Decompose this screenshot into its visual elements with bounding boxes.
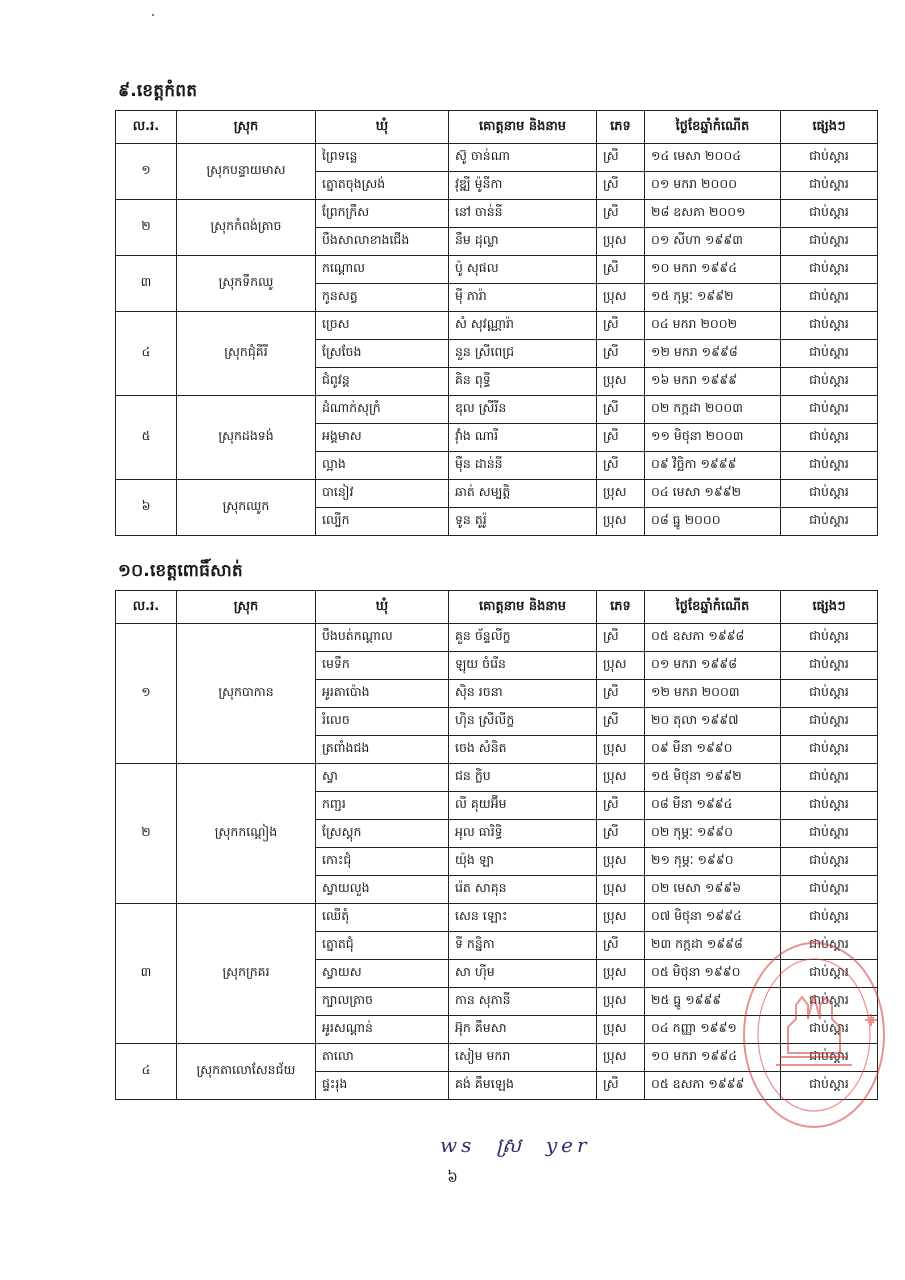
handwritten-initials: ws ស្រ yer [440,1133,591,1157]
name-cell: ទូន តូរ៉ូ [449,508,597,536]
note-cell: ជាប់ស្ដារ [781,256,878,284]
name-cell: នឹម ដុល្លា [449,228,597,256]
sex-cell: ប្រុស [597,736,645,764]
commune-cell: កញ្ជរ [316,792,449,820]
commune-cell: ស្រែស្ដុក [316,820,449,848]
sex-cell: ស្រី [597,452,645,480]
table-row [116,144,878,172]
note-cell: ជាប់ស្ដារ [781,424,878,452]
note-cell: ជាប់ស្ដារ [781,508,878,536]
commune-cell: តាលោ [316,1044,449,1072]
column-header: ភេទ [597,111,645,144]
sex-cell: ស្រី [597,820,645,848]
section-title-pursat: ១០.ខេត្តពោធិ៍សាត់ [118,561,243,581]
sex-cell: ស្រី [597,256,645,284]
dob-cell: ២១ កុម្ភៈ ១៩៩០ [645,848,781,876]
dob-cell: ០៨ មីនា ១៩៩៤ [645,792,781,820]
scan-speck [152,14,154,16]
district-cell: ស្រុកទឹកឈូ [177,256,316,312]
name-cell: គិន ពុទ្ធី [449,368,597,396]
table-row [116,480,878,508]
row-number: ២ [116,200,177,256]
commune-cell: ជំពូវន្ត [316,368,449,396]
note-cell: ជាប់ស្ដារ [781,284,878,312]
commune-cell: ស្វា [316,764,449,792]
sex-cell: ប្រុស [597,508,645,536]
dob-cell: ០៥ ឧសភា ១៩៩៩ [645,1072,781,1100]
dob-cell: ០៧ មិថុនា ១៩៩៤ [645,904,781,932]
note-cell: ជាប់ស្ដារ [781,144,878,172]
note-cell: ជាប់ស្ដារ [781,988,878,1016]
name-cell: កាន សុភានី [449,988,597,1016]
header-row [116,111,878,144]
name-cell: អុល ធារិទ្ធិ [449,820,597,848]
note-cell: ជាប់ស្ដារ [781,340,878,368]
dob-cell: ០២ កុម្ភៈ ១៩៩០ [645,820,781,848]
dob-cell: ២៣ កក្កដា ១៩៩៨ [645,932,781,960]
district-cell: ស្រុកកណ្ដៀង [177,764,316,904]
commune-cell: អូរតាប៉ោង [316,680,449,708]
column-header: គោត្តនាម និងនាម [449,591,597,624]
sex-cell: ប្រុស [597,848,645,876]
column-header: ភេទ [597,591,645,624]
name-cell: នៅ ចាន់នី [449,200,597,228]
dob-cell: ០៤ កញ្ញា ១៩៩១ [645,1016,781,1044]
column-header: ថ្ងៃខែឆ្នាំកំណើត [645,591,781,624]
district-cell: ស្រុកកំពង់ត្រាច [177,200,316,256]
name-cell: គង់ គឹមឡេង [449,1072,597,1100]
dob-cell: ០៩ វិច្ឆិកា ១៩៩៩ [645,452,781,480]
sex-cell: ស្រី [597,424,645,452]
name-cell: គួន ច័ន្ទលីក្ខ [449,624,597,652]
dob-cell: ០៥ មិថុនា ១៩៩០ [645,960,781,988]
commune-cell: ត្នោតចុងស្រង់ [316,172,449,200]
note-cell: ជាប់ស្ដារ [781,452,878,480]
commune-cell: កោះជុំ [316,848,449,876]
table-row [116,396,878,424]
district-cell: ស្រុកតាលោសែនជ័យ [177,1044,316,1100]
commune-cell: ត្នោតជុំ [316,932,449,960]
note-cell: ជាប់ស្ដារ [781,480,878,508]
pursat-table [115,590,878,1100]
name-cell: សំ សុវណ្ណារ៉ា [449,312,597,340]
note-cell: ជាប់ស្ដារ [781,736,878,764]
column-header: ល.រ. [116,111,177,144]
note-cell: ជាប់ស្ដារ [781,312,878,340]
sex-cell: ស្រី [597,932,645,960]
sex-cell: ស្រី [597,396,645,424]
sex-cell: ស្រី [597,680,645,708]
name-cell: ហ៊ិន ស្រីលីក្ខ [449,708,597,736]
note-cell: ជាប់ស្ដារ [781,876,878,904]
commune-cell: អង្គមាស [316,424,449,452]
note-cell: ជាប់ស្ដារ [781,960,878,988]
table-row [116,904,878,932]
dob-cell: ២៥ ធ្នូ ១៩៩៩ [645,988,781,1016]
commune-cell: ល្បើក [316,508,449,536]
sex-cell: ប្រុស [597,652,645,680]
note-cell: ជាប់ស្ដារ [781,792,878,820]
commune-cell: កូនសត្វ [316,284,449,312]
note-cell: ជាប់ស្ដារ [781,172,878,200]
commune-cell: បានៀវ [316,480,449,508]
column-header: ស្រុក [177,111,316,144]
column-header: គោត្តនាម និងនាម [449,111,597,144]
name-cell: ឌុល ស្រីរីន [449,396,597,424]
sex-cell: ប្រុស [597,876,645,904]
name-cell: អ៊ុក គឹមសា [449,1016,597,1044]
name-cell: ឆាត់ សម្បត្តិ [449,480,597,508]
column-header: ផ្សេងៗ [781,111,878,144]
row-number: ៤ [116,1044,177,1100]
sex-cell: ប្រុស [597,904,645,932]
name-cell: យ៉ុង ឡា [449,848,597,876]
note-cell: ជាប់ស្ដារ [781,228,878,256]
name-cell: ទី កន្និកា [449,932,597,960]
note-cell: ជាប់ស្ដារ [781,708,878,736]
commune-cell: បឹងសាលាខាងជើង [316,228,449,256]
commune-cell: អូរសណ្ដាន់ [316,1016,449,1044]
dob-cell: ១០ មករា ១៩៩៤ [645,256,781,284]
commune-cell: ត្រពាំងជង [316,736,449,764]
name-cell: ប៉ូ សុផល [449,256,597,284]
name-cell: រ៉េត សាគុន [449,876,597,904]
dob-cell: ១១ មិថុនា ២០០៣ [645,424,781,452]
row-number: ៥ [116,396,177,480]
sex-cell: ប្រុស [597,284,645,312]
dob-cell: ០៥ ឧសភា ១៩៩៨ [645,624,781,652]
commune-cell: រំលេច [316,708,449,736]
table-row [116,256,878,284]
commune-cell: ល្អាង [316,452,449,480]
column-header: ផ្សេងៗ [781,591,878,624]
name-cell: ស៊ិន រចនា [449,680,597,708]
name-cell: វ៉ាំង ណារី [449,424,597,452]
note-cell: ជាប់ស្ដារ [781,624,878,652]
commune-cell: បឹងបត់កណ្ដាល [316,624,449,652]
dob-cell: ១៤ មេសា ២០០៤ [645,144,781,172]
sex-cell: ស្រី [597,624,645,652]
note-cell: ជាប់ស្ដារ [781,396,878,424]
dob-cell: ០៩ មីនា ១៩៩០ [645,736,781,764]
column-header: ស្រុក [177,591,316,624]
note-cell: ជាប់ស្ដារ [781,1044,878,1072]
dob-cell: ០៤ មករា ២០០២ [645,312,781,340]
commune-cell: ដំណាក់សុក្រំ [316,396,449,424]
dob-cell: ២០ តុលា ១៩៩៧ [645,708,781,736]
row-number: ៣ [116,256,177,312]
commune-cell: ច្រេស [316,312,449,340]
name-cell: ម៉ឺន ដាន់នី [449,452,597,480]
dob-cell: ១២ មករា ២០០៣ [645,680,781,708]
commune-cell: ផ្ទះរុង [316,1072,449,1100]
section-title-kampot: ៩.ខេត្តកំពត [118,81,198,101]
dob-cell: ០៤ មេសា ១៩៩២ [645,480,781,508]
dob-cell: ០២ កក្កដា ២០០៣ [645,396,781,424]
sex-cell: ស្រី [597,792,645,820]
note-cell: ជាប់ស្ដារ [781,904,878,932]
dob-cell: ០១ មករា ២០០០ [645,172,781,200]
table-row [116,764,878,792]
dob-cell: ១០ មករា ១៩៩៤ [645,1044,781,1072]
commune-cell: ព្រៃទន្លេ [316,144,449,172]
row-number: ៤ [116,312,177,396]
row-number: ១ [116,144,177,200]
note-cell: ជាប់ស្ដារ [781,368,878,396]
sex-cell: ប្រុស [597,988,645,1016]
district-cell: ស្រុកក្រគរ [177,904,316,1044]
name-cell: ចេង សំនិត [449,736,597,764]
page-number: ៦ [447,1168,458,1186]
commune-cell: កណ្ដោល [316,256,449,284]
name-cell: ឡុយ ចំរើន [449,652,597,680]
header-row [116,591,878,624]
column-header: ល.រ. [116,591,177,624]
dob-cell: ២៨ ឧសភា ២០០១ [645,200,781,228]
name-cell: នួន ស្រីពេជ្រ [449,340,597,368]
commune-cell: ក្បាលត្រាច [316,988,449,1016]
sex-cell: ស្រី [597,172,645,200]
note-cell: ជាប់ស្ដារ [781,820,878,848]
commune-cell: ឈើតុំ [316,904,449,932]
district-cell: ស្រុកដងទង់ [177,396,316,480]
table-row [116,1044,878,1072]
sex-cell: ប្រុស [597,368,645,396]
sex-cell: ស្រី [597,340,645,368]
name-cell: ស៊ូ ចាន់ណា [449,144,597,172]
sex-cell: ស្រី [597,144,645,172]
name-cell: សៀម មករា [449,1044,597,1072]
note-cell: ជាប់ស្ដារ [781,848,878,876]
note-cell: ជាប់ស្ដារ [781,200,878,228]
sex-cell: ប្រុស [597,1044,645,1072]
commune-cell: មេទឹក [316,652,449,680]
sex-cell: ស្រី [597,312,645,340]
commune-cell: ព្រែកក្រឹស [316,200,449,228]
dob-cell: ១២ មករា ១៩៩៨ [645,340,781,368]
sex-cell: ប្រុស [597,1016,645,1044]
table-row [116,200,878,228]
sex-cell: ប្រុស [597,480,645,508]
name-cell: ជន ក្លិប [449,764,597,792]
sex-cell: ស្រី [597,1072,645,1100]
sex-cell: ប្រុស [597,764,645,792]
row-number: ៦ [116,480,177,536]
column-header: ឃុំ [316,111,449,144]
table-row [116,624,878,652]
note-cell: ជាប់ស្ដារ [781,764,878,792]
dob-cell: ០២ មេសា ១៩៩៦ [645,876,781,904]
dob-cell: ១៥ កុម្ភៈ ១៩៩២ [645,284,781,312]
sex-cell: ប្រុស [597,228,645,256]
sex-cell: ស្រី [597,200,645,228]
commune-cell: ស្វាយលួង [316,876,449,904]
kampot-table [115,110,878,536]
column-header: ថ្ងៃខែឆ្នាំកំណើត [645,111,781,144]
commune-cell: ស្រែចែង [316,340,449,368]
district-cell: ស្រុកជុំគីរី [177,312,316,396]
row-number: ៣ [116,904,177,1044]
commune-cell: ស្វាយស [316,960,449,988]
dob-cell: ០១ មករា ១៩៩៨ [645,652,781,680]
name-cell: សេន ឡោះ [449,904,597,932]
row-number: ២ [116,764,177,904]
note-cell: ជាប់ស្ដារ [781,1016,878,1044]
district-cell: ស្រុកបាកាន [177,624,316,764]
dob-cell: ១៦ មករា ១៩៩៩ [645,368,781,396]
dob-cell: ០៨ ធ្នូ ២០០០ [645,508,781,536]
sex-cell: ប្រុស [597,960,645,988]
name-cell: សា ហ៊ីម [449,960,597,988]
dob-cell: ០១ សីហា ១៩៩៣ [645,228,781,256]
dob-cell: ១៥ មិថុនា ១៩៩២ [645,764,781,792]
row-number: ១ [116,624,177,764]
name-cell: លី គុយអ៊ីម [449,792,597,820]
note-cell: ជាប់ស្ដារ [781,680,878,708]
name-cell: វុឌ្ឍី ម៉ូនីកា [449,172,597,200]
note-cell: ជាប់ស្ដារ [781,1072,878,1100]
sex-cell: ស្រី [597,708,645,736]
district-cell: ស្រុកឈូក [177,480,316,536]
note-cell: ជាប់ស្ដារ [781,932,878,960]
note-cell: ជាប់ស្ដារ [781,652,878,680]
table-row [116,312,878,340]
column-header: ឃុំ [316,591,449,624]
name-cell: ម៉ី ភារ៉ា [449,284,597,312]
district-cell: ស្រុកបន្ទាយមាស [177,144,316,200]
